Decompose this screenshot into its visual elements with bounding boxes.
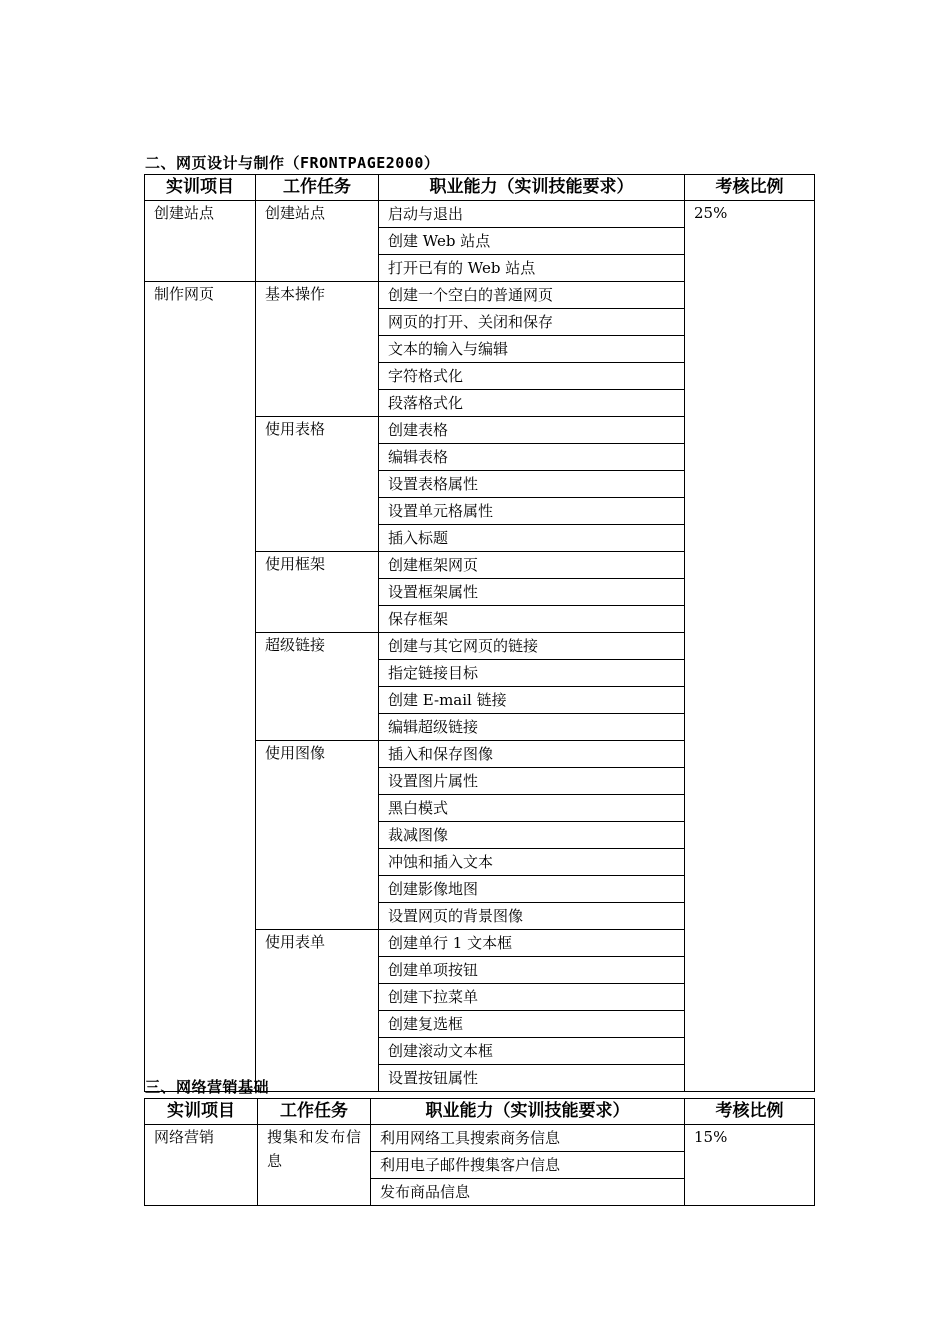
skill-cell: 冲蚀和插入文本 xyxy=(379,849,685,876)
ratio-cell: 15% xyxy=(685,1125,815,1206)
skill-cell: 创建 E-mail 链接 xyxy=(379,687,685,714)
skill-cell: 插入和保存图像 xyxy=(379,741,685,768)
skill-cell: 设置框架属性 xyxy=(379,579,685,606)
skill-cell: 段落格式化 xyxy=(379,390,685,417)
skill-cell: 设置图片属性 xyxy=(379,768,685,795)
project-cell: 创建站点 xyxy=(145,201,256,282)
header-project: 实训项目 xyxy=(145,1099,258,1125)
skill-cell: 编辑表格 xyxy=(379,444,685,471)
skill-cell: 创建单项按钮 xyxy=(379,957,685,984)
skill-cell: 黑白模式 xyxy=(379,795,685,822)
skill-cell: 字符格式化 xyxy=(379,363,685,390)
table-body xyxy=(145,1125,815,1206)
skill-cell: 创建滚动文本框 xyxy=(379,1038,685,1065)
skill-cell: 设置网页的背景图像 xyxy=(379,903,685,930)
header-task: 工作任务 xyxy=(256,175,379,201)
task-cell: 基本操作 xyxy=(256,282,379,417)
table-row xyxy=(145,1125,815,1152)
skill-cell: 创建单行 1 文本框 xyxy=(379,930,685,957)
skill-cell: 创建 Web 站点 xyxy=(379,228,685,255)
skill-cell: 创建表格 xyxy=(379,417,685,444)
header-project: 实训项目 xyxy=(145,175,256,201)
task-cell: 超级链接 xyxy=(256,633,379,741)
header-skill: 职业能力（实训技能要求） xyxy=(371,1099,685,1125)
ratio-cell: 25% xyxy=(685,201,815,1092)
skill-cell: 插入标题 xyxy=(379,525,685,552)
marketing-training-table xyxy=(144,1098,815,1206)
skill-cell: 创建与其它网页的链接 xyxy=(379,633,685,660)
skill-cell: 创建框架网页 xyxy=(379,552,685,579)
skill-cell: 设置按钮属性 xyxy=(379,1065,685,1092)
project-cell: 制作网页 xyxy=(145,282,256,1092)
skill-cell: 文本的输入与编辑 xyxy=(379,336,685,363)
table-body xyxy=(145,201,815,1092)
header-skill: 职业能力（实训技能要求） xyxy=(379,175,685,201)
skill-cell: 裁减图像 xyxy=(379,822,685,849)
skill-cell: 指定链接目标 xyxy=(379,660,685,687)
task-cell: 使用表单 xyxy=(256,930,379,1092)
skill-cell: 启动与退出 xyxy=(379,201,685,228)
skill-cell: 创建下拉菜单 xyxy=(379,984,685,1011)
table-header-row xyxy=(145,1099,815,1125)
task-cell: 使用图像 xyxy=(256,741,379,930)
task-cell: 使用框架 xyxy=(256,552,379,633)
skill-cell: 创建一个空白的普通网页 xyxy=(379,282,685,309)
skill-cell: 创建影像地图 xyxy=(379,876,685,903)
section-heading-marketing: 三、网络营销基础 xyxy=(145,1078,270,1096)
header-ratio: 考核比例 xyxy=(685,175,815,201)
frontpage-training-table xyxy=(144,174,815,1092)
task-cell: 搜集和发布信息 xyxy=(258,1125,371,1206)
project-cell: 网络营销 xyxy=(145,1125,258,1206)
skill-cell: 网页的打开、关闭和保存 xyxy=(379,309,685,336)
skill-cell: 创建复选框 xyxy=(379,1011,685,1038)
table-header-row xyxy=(145,175,815,201)
skill-cell: 利用电子邮件搜集客户信息 xyxy=(371,1152,685,1179)
header-task: 工作任务 xyxy=(258,1099,371,1125)
skill-cell: 打开已有的 Web 站点 xyxy=(379,255,685,282)
skill-cell: 发布商品信息 xyxy=(371,1179,685,1206)
task-cell: 使用表格 xyxy=(256,417,379,552)
skill-cell: 保存框架 xyxy=(379,606,685,633)
task-cell: 创建站点 xyxy=(256,201,379,282)
section-heading-frontpage: 二、网页设计与制作（FRONTPAGE2000） xyxy=(145,154,440,172)
skill-cell: 设置单元格属性 xyxy=(379,498,685,525)
skill-cell: 利用网络工具搜索商务信息 xyxy=(371,1125,685,1152)
skill-cell: 编辑超级链接 xyxy=(379,714,685,741)
header-ratio: 考核比例 xyxy=(685,1099,815,1125)
table-row xyxy=(145,201,815,228)
skill-cell: 设置表格属性 xyxy=(379,471,685,498)
